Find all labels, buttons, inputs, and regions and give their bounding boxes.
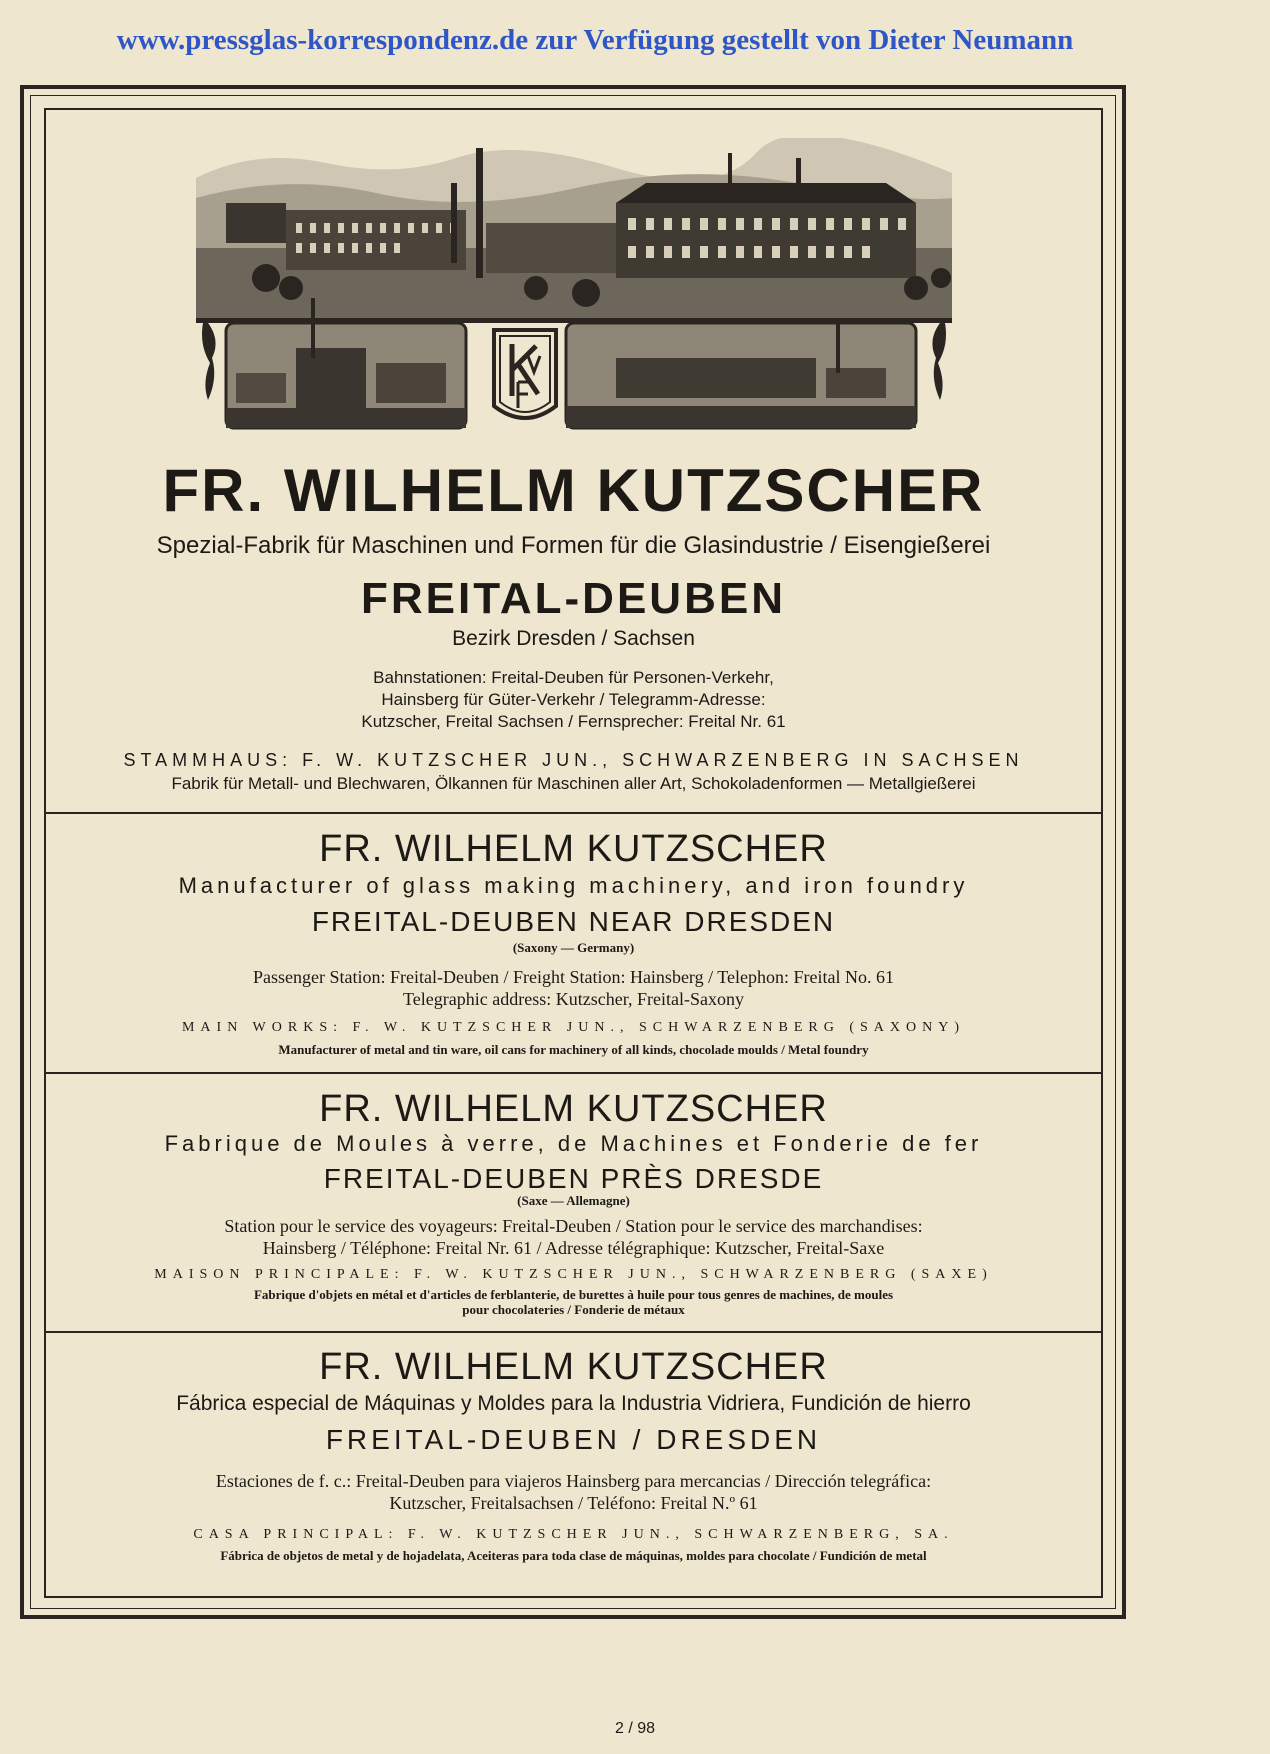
spanish-subtitle: Fábrica especial de Máquinas y Moldes para la Industria Vidriera, Fundición de hierro <box>176 1392 971 1415</box>
english-stations-line-2: Telegraphic address: Kutzscher, Freital-Saxony <box>403 989 744 1009</box>
english-products: Manufacturer of metal and tin ware, oil cans for machinery of all kinds, chocolade moulds / Metal foundry <box>278 1042 869 1057</box>
english-city: FREITAL-DEUBEN NEAR DRESDEN <box>311 906 836 937</box>
english-head-office: MAIN WORKS: F. W. KUTZSCHER JUN., SCHWARZENBERG (SAXONY) <box>181 1020 966 1035</box>
french-products-line-1: Fabrique d'objets en métal et d'articles de ferblanterie, de burettes à huile pour tous genres de machines, de moules <box>253 1287 894 1302</box>
french-subtitle: Fabrique de Moules à verre, de Machines et Fonderie de fer <box>164 1131 983 1156</box>
english-subtitle: Manufacturer of glass making machinery, and iron foundry <box>178 873 969 898</box>
english-country: (Saxony — Germany) <box>512 940 635 955</box>
factory-panorama-icon <box>196 138 952 436</box>
german-products: Fabrik für Metall- und Blechwaren, Ölkannen für Maschinen aller Art, Schokoladenformen — Metallgießerei <box>171 774 976 793</box>
french-city: FREITAL-DEUBEN PRÈS DRESDE <box>323 1163 824 1194</box>
german-stations-line-1: Bahnstationen: Freital-Deuben für Personen-Verkehr, <box>373 668 774 687</box>
spanish-products: Fábrica de objetos de metal y de hojadelata, Aceiteras para toda clase de máquinas, moldes para chocolate / Fundición de metal <box>220 1548 927 1563</box>
section-divider-1 <box>44 812 1103 814</box>
french-products-line-2: pour chocolateries / Fonderie de métaux <box>462 1302 685 1317</box>
spanish-stations-line-2: Kutzscher, Freitalsachsen / Teléfono: Freital N.º 61 <box>389 1493 758 1513</box>
french-country: (Saxe — Allemagne) <box>517 1193 630 1208</box>
french-stations-line-2: Hainsberg / Téléphone: Freital Nr. 61 / Adresse télégraphique: Kutzscher, Freital-Saxe <box>262 1238 885 1258</box>
section-divider-2 <box>44 1072 1103 1074</box>
kfw-monogram-icon <box>488 326 562 430</box>
german-head-office: STAMMHAUS: F. W. KUTZSCHER JUN., SCHWARZENBERG IN SACHSEN <box>123 750 1024 770</box>
german-company-title: FR. WILHELM KUTZSCHER <box>162 457 985 524</box>
french-head-office: MAISON PRINCIPALE: F. W. KUTZSCHER JUN., SCHWARZENBERG (SAXE) <box>154 1267 993 1282</box>
spanish-city: FREITAL-DEUBEN / DRESDEN <box>325 1424 822 1455</box>
spanish-stations-line-1: Estaciones de f. c.: Freital-Deuben para viajeros Hainsberg para mercancias / Dirección telegráfica: <box>215 1471 932 1491</box>
french-stations-line-1: Station pour le service des voyageurs: Freital-Deuben / Station pour le service des marchandises: <box>224 1216 923 1236</box>
spanish-company-title: FR. WILHELM KUTZSCHER <box>319 1346 828 1388</box>
page-indicator: 2 / 98 <box>614 1720 656 1737</box>
english-stations-line-1: Passenger Station: Freital-Deuben / Freight Station: Hainsberg / Telephon: Freital No. 61 <box>253 967 894 987</box>
german-subtitle: Spezial-Fabrik für Maschinen und Formen für die Glasindustrie / Eisengießerei <box>156 532 991 559</box>
spanish-head-office: CASA PRINCIPAL: F. W. KUTZSCHER JUN., SCHWARZENBERG, SA. <box>193 1527 954 1542</box>
section-divider-3 <box>44 1331 1103 1333</box>
watermark-link[interactable]: www.pressglas-korrespondenz.de zur Verfügung gestellt von Dieter Neumann <box>116 24 1074 56</box>
german-stations-line-3: Kutzscher, Freital Sachsen / Fernsprecher: Freital Nr. 61 <box>361 712 786 731</box>
german-city: FREITAL-DEUBEN <box>361 574 786 623</box>
german-stations-line-2: Hainsberg für Güter-Verkehr / Telegramm-Adresse: <box>381 690 766 709</box>
german-region: Bezirk Dresden / Sachsen <box>452 627 695 650</box>
english-company-title: FR. WILHELM KUTZSCHER <box>319 828 828 870</box>
french-company-title: FR. WILHELM KUTZSCHER <box>319 1088 828 1130</box>
